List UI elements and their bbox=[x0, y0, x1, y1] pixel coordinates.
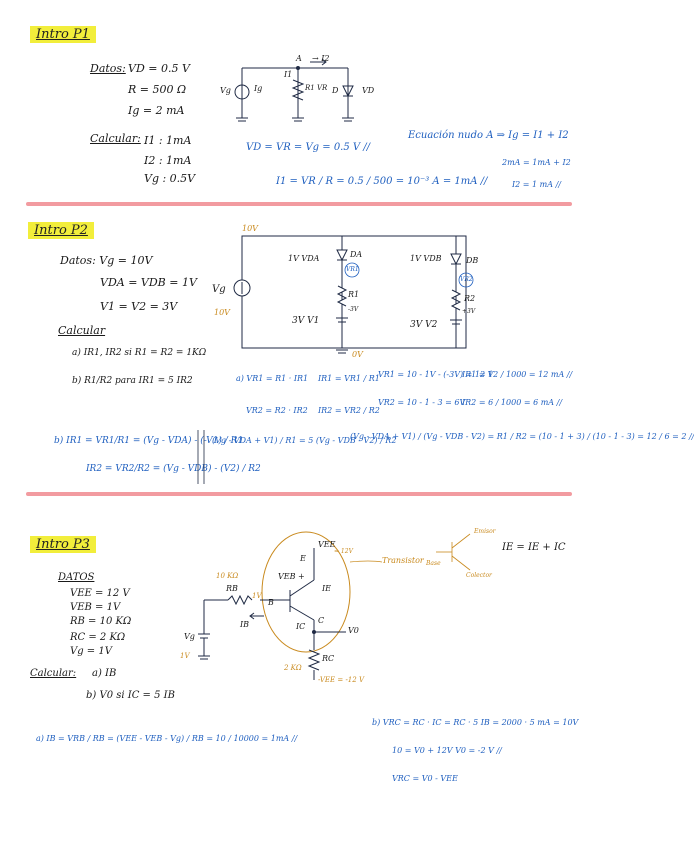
p3-b: B bbox=[268, 598, 274, 607]
p2-dato-1: VDA = VDB = 1V bbox=[100, 276, 197, 289]
p1-calcular-label: Calcular: bbox=[90, 132, 141, 145]
p1-calc-0: I1 : 1mA bbox=[144, 134, 192, 147]
p2-a6: IR2 = VR2 / R2 bbox=[318, 406, 380, 415]
p3-dato-1: VEB = 1V bbox=[70, 602, 121, 613]
p3-title: Intro P3 bbox=[30, 536, 96, 553]
p3-vee: VEE bbox=[318, 540, 336, 549]
p2-a5: VR2 = R2 · IR2 bbox=[246, 406, 308, 415]
p3-dato-2: RB = 10 KΩ bbox=[70, 616, 132, 627]
p1-eq2: I1 = VR / R = 0.5 / 500 = 10⁻³ A = 1mA // bbox=[276, 176, 488, 187]
p2-vg-val: 10V bbox=[214, 308, 230, 317]
p1-vd: VD bbox=[362, 86, 375, 95]
p3-emisor: Emisor bbox=[474, 528, 496, 535]
p3-rb-val: 10 KΩ bbox=[216, 572, 239, 580]
p2-b4: (Vg - VDA + V1) / (Vg - VDB - V2) = R1 / R2 = (10 - 1 + 3) / (10 - 1 - 3) = 12 / 6 = 2 // bbox=[350, 432, 694, 441]
p3-dato-3: RC = 2 KΩ bbox=[70, 632, 126, 643]
p1-dato-1: R = 500 Ω bbox=[128, 83, 187, 96]
p3-vee-val: = 12V bbox=[334, 548, 353, 555]
p1-calc-2: Vg : 0.5V bbox=[144, 172, 196, 185]
p2-calcular-label: Calcular bbox=[58, 324, 106, 337]
p3-a: a) IB = VRB / RB = (VEE - VEB - Vg) / RB = 10 / 10000 = 1mA // bbox=[36, 734, 298, 743]
p3-item-b: b) V0 si IC = 5 IB bbox=[86, 690, 175, 701]
p3-ib: IB bbox=[240, 620, 250, 629]
p1-r: R1 VR bbox=[305, 84, 328, 92]
p2-item-a: a) IR1, IR2 si R1 = R2 = 1KΩ bbox=[72, 348, 207, 358]
p1-dato-2: Ig = 2 mA bbox=[128, 104, 185, 117]
p3-one-v: 1V bbox=[252, 592, 262, 600]
p2-dato-0: Datos: Vg = 10V bbox=[60, 254, 153, 267]
p1-ig: Ig bbox=[254, 84, 263, 93]
p1-ecuacion: Ecuación nudo A ⇒ Ig = I1 + I2 bbox=[408, 130, 569, 141]
p3-v0: V0 bbox=[348, 626, 359, 635]
p2-a4: IR1 = 12 / 1000 = 12 mA // bbox=[462, 370, 573, 379]
p3-base: Base bbox=[426, 560, 441, 567]
p2-b3: (Vg - VDA + V1) / R1 = 5 (Vg - VDB - V2) / R2 bbox=[212, 436, 397, 445]
p3-ie-eq: IE = IE + IC bbox=[502, 542, 566, 553]
p1-i1: I1 bbox=[284, 70, 293, 79]
p1-dato-0: VD = 0.5 V bbox=[128, 62, 190, 75]
p2-r1: R1 bbox=[348, 290, 360, 299]
p2-title: Intro P2 bbox=[28, 222, 94, 239]
p2-vda: 1V VDA bbox=[288, 254, 320, 263]
p3-vg-val: 1V bbox=[180, 652, 190, 660]
p3-rc-val: 2 KΩ bbox=[284, 664, 302, 672]
p3-datos-label: DATOS bbox=[58, 572, 95, 583]
p3-transistor-label: Transistor bbox=[382, 556, 424, 565]
p3-c: C bbox=[318, 616, 325, 625]
p1-diode: D bbox=[332, 86, 339, 95]
p2-a2: IR1 = VR1 / R1 bbox=[318, 374, 380, 383]
p3-b2: 10 = V0 + 12V V0 = -2 V // bbox=[392, 746, 502, 755]
p3-ie: IE bbox=[322, 584, 331, 593]
p3-rc: RC bbox=[322, 654, 335, 663]
p3-b1: b) VRC = RC · IC = RC · 5 IB = 2000 · 5 mA = 10V bbox=[372, 718, 579, 727]
p2-m3: -3V bbox=[348, 306, 359, 313]
p2-vr1: VR1 bbox=[346, 266, 359, 273]
p2-gnd: 0V bbox=[352, 350, 363, 359]
p3-calcular-label: Calcular: bbox=[30, 668, 77, 679]
p3-vee-bot: -VEE = -12 V bbox=[318, 676, 364, 684]
p1-vg: Vg bbox=[220, 86, 231, 95]
p2-db: DB bbox=[466, 256, 479, 265]
p2-r2: R2 bbox=[464, 294, 476, 303]
p3-veb: VEB + bbox=[278, 572, 305, 581]
p2-p3: +3V bbox=[462, 308, 476, 315]
p3-dato-4: Vg = 1V bbox=[70, 646, 112, 657]
p3-ic: IC bbox=[296, 622, 306, 631]
p2-top-voltage: 10V bbox=[242, 224, 258, 233]
p2-a7: VR2 = 10 - 1 - 3 = 6V bbox=[378, 398, 466, 407]
p1-datos-label: Datos: bbox=[90, 62, 126, 75]
p2-vg: Vg bbox=[212, 284, 226, 295]
p3-e: E bbox=[300, 554, 306, 563]
p2-item-b: b) R1/R2 para IR1 = 5 IR2 bbox=[72, 376, 193, 386]
p2-a8: IR2 = 6 / 1000 = 6 mA // bbox=[462, 398, 563, 407]
p1-title: Intro P1 bbox=[30, 26, 96, 43]
p1-node-a: A bbox=[296, 54, 302, 63]
p3-colector: Colector bbox=[466, 572, 492, 579]
p2-b1: b) IR1 = VR1/R1 = (Vg - VDA) - (-V1) / R1 bbox=[54, 436, 244, 446]
p2-a3: VR1 = 10 - 1V - (-3V) = 12 V bbox=[378, 370, 494, 379]
p2-b2: IR2 = VR2/R2 = (Vg - VDB) - (V2) / R2 bbox=[86, 464, 261, 474]
p3-b3: VRC = V0 - VEE bbox=[392, 774, 458, 783]
p1-eq4: I2 = 1 mA // bbox=[512, 180, 561, 189]
p3-vg: Vg bbox=[184, 632, 195, 641]
p2-vr2: VR2 bbox=[460, 276, 473, 283]
p2-v2: 3V V2 bbox=[410, 320, 438, 330]
p1-calc-1: I2 : 1mA bbox=[144, 154, 192, 167]
p1-i2-arrow: → I2 bbox=[312, 54, 330, 63]
p2-dato-2: V1 = V2 = 3V bbox=[100, 300, 178, 313]
p1-eq3: 2mA = 1mA + I2 bbox=[502, 158, 571, 167]
p3-dato-0: VEE = 12 V bbox=[70, 588, 130, 599]
p2-a1: a) VR1 = R1 · IR1 bbox=[236, 374, 309, 383]
p2-da: DA bbox=[350, 250, 363, 259]
p3-item-a: a) IB bbox=[92, 668, 117, 679]
p2-v1: 3V V1 bbox=[292, 316, 320, 326]
p3-rb: RB bbox=[226, 584, 238, 593]
p1-eq1: VD = VR = Vg = 0.5 V // bbox=[246, 142, 371, 153]
p2-vdb: 1V VDB bbox=[410, 254, 442, 263]
